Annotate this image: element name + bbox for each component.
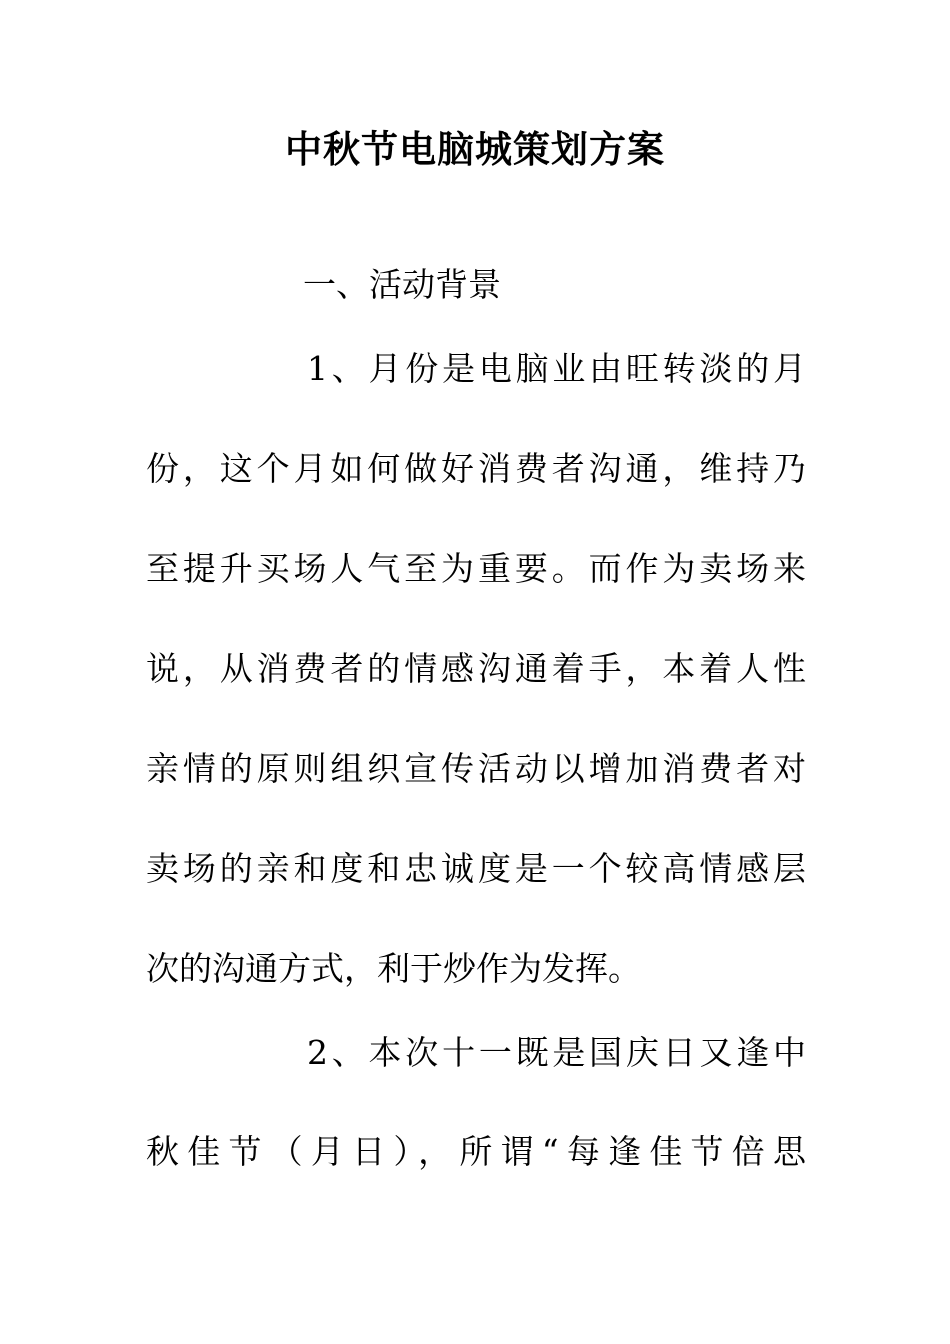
paragraph-line: 1、月份是电脑业由旺转淡的月 [307, 349, 806, 388]
document-title: 中秋节电脑城策划方案 [285, 128, 665, 171]
paragraph-line: 说，从消费者的情感沟通着手，本着人性 [146, 649, 806, 688]
paragraph-line: 秋佳节（月日），所谓“每逢佳节倍思 [146, 1132, 806, 1171]
section-heading: 一、活动背景 [303, 265, 501, 304]
paragraph-line: 亲情的原则组织宣传活动以增加消费者对 [146, 749, 806, 788]
paragraph-line: 份，这个月如何做好消费者沟通，维持乃 [146, 449, 806, 488]
paragraph-line: 2、本次十一既是国庆日又逢中 [307, 1033, 806, 1072]
paragraph-line: 至提升买场人气至为重要。而作为卖场来 [146, 549, 806, 588]
paragraph-line: 卖场的亲和度和忠诚度是一个较高情感层 [146, 849, 806, 888]
paragraph-line: 次的沟通方式，利于炒作为发挥。 [146, 949, 641, 988]
